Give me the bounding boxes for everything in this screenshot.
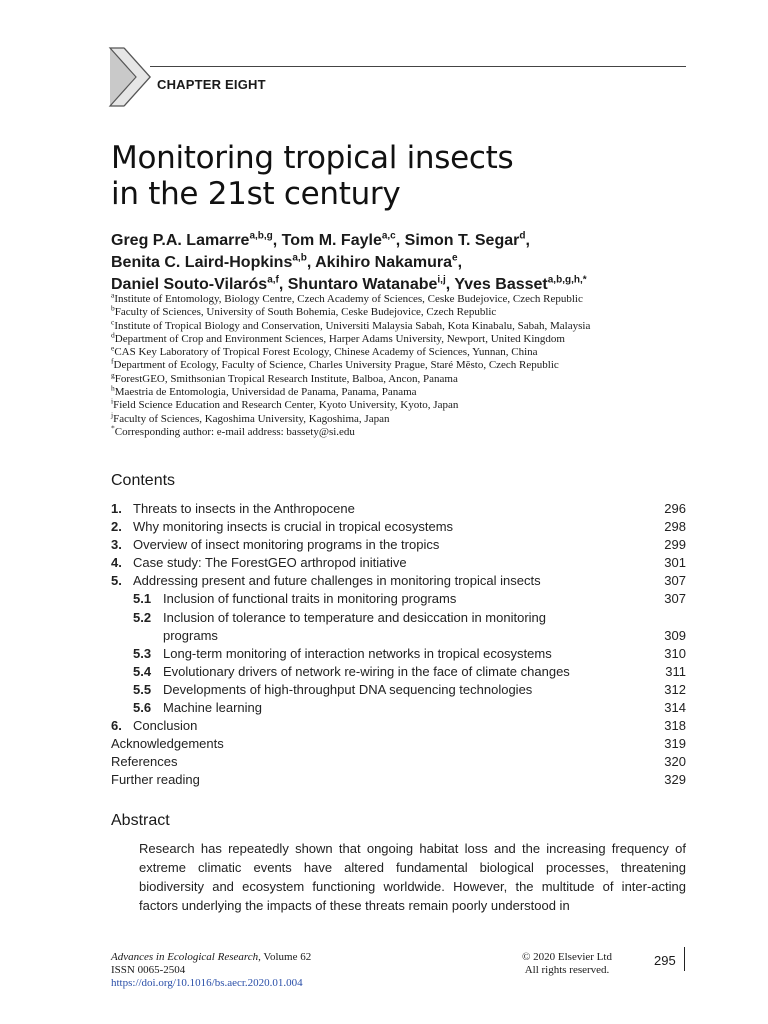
affiliation-text: Institute of Tropical Biology and Conservation, Universiti Malaysia Sabah, Kota Kinabalu, Sabah, Malaysia [114,319,591,332]
affiliation [111,290,691,306]
author-separator: , [306,254,316,271]
author-affiliation-marks: e [452,252,458,264]
toc-entry-page: 318 [664,718,686,734]
contents-heading: Contents [111,472,176,489]
toc-entry[interactable] [111,572,686,590]
toc-entry-title [133,609,593,645]
toc-entry-page: 329 [664,772,686,788]
affiliation-text: Department of Ecology, Faculty of Science, Charles University Prague, Staré Mĕsto, Czech Republic [113,359,559,372]
author-name: Yves Basset [454,276,548,293]
affiliation-mark: c [111,316,115,326]
toc-entry-title [111,735,224,753]
rights-line: All rights reserved. [524,964,610,976]
author-name: Greg P.A. Lamarre [111,232,250,249]
toc-entry-label: Why monitoring insects is crucial in tropical ecosystems [133,519,454,535]
toc-entry[interactable] [111,717,686,735]
toc-entry-page: 320 [664,754,686,770]
page-number: 295 [654,953,676,968]
toc-entry-label: Inclusion of functional traits in monitoring programs [163,591,457,607]
affiliation-text: Department of Crop and Environment Sciences, Harper Adams University, Newport, United Kingdom [114,332,565,345]
toc-entry-title [133,699,262,717]
affiliation [111,396,691,412]
toc-entry[interactable] [111,735,686,753]
affiliation-text: Faculty of Sciences, Kagoshima University, Kagoshima, Japan [113,412,390,425]
toc-entry-number: 5. [111,573,122,589]
author-separator: , [395,232,405,249]
toc-entry[interactable] [111,645,686,663]
journal-citation [111,951,311,964]
toc-entry-label: Evolutionary drivers of network re-wiring in the face of climate changes [163,663,570,679]
affiliation-mark: i [111,396,114,406]
affiliation-text: Field Science Education and Research Center, Kyoto University, Kyoto, Japan [113,399,459,412]
toc-entry-page: 309 [664,627,686,643]
toc-entry[interactable] [111,663,686,681]
title-line-2: in the 21st century [111,176,401,212]
author-affiliation-marks: i,j [437,274,446,286]
author-separator: , [272,232,282,249]
toc-entry-title [111,753,177,771]
toc-entry-page: 310 [664,645,686,661]
toc-entry-label: Case study: The ForestGEO arthropod initiative [133,555,407,571]
chapter-label: CHAPTER EIGHT [157,77,266,92]
toc-entry-number: 5.5 [133,681,152,697]
toc-entry-number: 5.4 [133,663,152,679]
author-list [111,230,691,296]
toc-entry-page: 296 [664,501,686,516]
toc-entry-page: 298 [664,519,686,535]
toc-entry-title [111,554,407,572]
affiliation-mark: * [111,423,115,433]
toc-entry-label: References [111,754,178,770]
toc-entry-page: 311 [665,663,686,679]
affiliation [111,316,691,333]
toc-entry-number: 6. [111,718,122,734]
toc-entry[interactable] [111,554,686,572]
author-separator: , [278,276,288,293]
journal-volume: , Volume 62 [258,951,312,963]
toc-entry-page: 307 [664,591,686,607]
affiliation-text: CAS Key Laboratory of Tropical Forest Ecology, Chinese Academy of Sciences, Yunnan, China [114,346,538,359]
toc-entry-title [111,771,200,789]
abstract-heading: Abstract [111,812,170,829]
toc-entry-label: Threats to insects in the Anthropocene [133,501,355,516]
toc-entry[interactable] [111,609,686,645]
author-name: Tom M. Fayle [281,232,382,249]
author-affiliation-marks [548,275,587,286]
affiliation [111,303,691,319]
author-affiliation-letters: a,b,g,h, [547,274,583,286]
affiliation [111,410,691,426]
journal-footer [111,951,311,990]
chapter-chevron-icon [108,46,154,108]
author-separator: , [445,276,455,293]
affiliation-mark: j [111,410,114,420]
toc-entry-number: 5.6 [133,700,152,716]
table-of-contents [111,500,686,790]
chapter-header-rule [150,66,686,67]
author-separator: , [525,232,530,249]
toc-entry-label: Addressing present and future challenges in monitoring tropical insects [133,573,541,589]
toc-entry-page: 319 [664,736,686,752]
author-name: Akihiro Nakamura [315,254,453,271]
toc-entry-label: Inclusion of tolerance to temperature and desiccation in monitoring programs [163,609,546,643]
toc-entry-title [133,663,570,681]
affiliation-text: Faculty of Sciences, University of South Bohemia, Ceske Budejovice, Czech Republic [114,306,497,319]
corresponding-author-email: Corresponding author: e-mail address: bassety@si.edu [114,425,355,438]
toc-entry-page: 312 [664,681,686,697]
affiliation-text: Maestria de Entomologia, Universidad de Panama, Panama, Panama [114,386,417,399]
author-separator: , [457,254,463,271]
toc-entry-title [133,590,456,608]
toc-entry-title [133,645,552,663]
issn: ISSN 0065-2504 [111,964,186,976]
affiliation [111,356,691,372]
toc-entry[interactable] [111,681,686,699]
toc-entry[interactable] [111,536,686,554]
author-name: Simon T. Segar [404,232,520,249]
toc-entry-label: Overview of insect monitoring programs in the tropics [133,537,440,553]
toc-entry-page: 299 [664,537,686,553]
toc-entry-label: Long-term monitoring of interaction networks in tropical ecosystems [163,645,552,661]
affiliation-list [111,290,691,439]
copyright-line: © 2020 Elsevier Ltd [522,951,612,963]
author-affiliation-marks: d [519,230,526,242]
affiliation-mark: d [111,330,115,340]
toc-entry-number: 5.2 [133,609,152,625]
toc-entry-number: 3. [111,537,122,553]
author-affiliation-marks: a,b [292,252,307,264]
toc-entry-page: 301 [664,555,686,571]
affiliation [111,383,691,399]
affiliation-mark: e [111,343,115,353]
affiliation [111,370,691,386]
toc-entry[interactable] [111,753,686,771]
corresponding-author-asterisk: * [582,274,587,286]
toc-entry[interactable] [111,699,686,717]
toc-entry-number: 2. [111,519,122,535]
journal-name: Advances in Ecological Research [111,951,259,963]
toc-entry-title [111,536,439,554]
toc-entry-number: 5.1 [133,591,152,607]
title-line-1: Monitoring tropical insects [111,140,514,176]
toc-entry[interactable] [111,771,686,789]
affiliation [111,343,691,359]
affiliation-text: Institute of Entomology, Biology Centre, Czech Academy of Sciences, Ceske Budejovice, Czech Republic [114,293,583,305]
toc-entry-page: 307 [664,573,686,589]
toc-entry-title [111,717,197,735]
affiliation-mark: a [111,290,115,300]
toc-entry-label: Machine learning [163,700,263,716]
copyright-notice [505,951,629,977]
corresponding-author-note [111,423,691,439]
affiliation-mark: b [111,303,115,313]
toc-entry-label: Developments of high-throughput DNA sequencing technologies [163,681,533,697]
author-name: Benita C. Laird-Hopkins [111,254,293,271]
affiliation-mark: g [111,370,115,380]
toc-entry-label: Acknowledgements [111,736,224,752]
toc-entry-page: 314 [664,700,686,716]
affiliation-mark: h [111,383,115,393]
affiliation-mark: f [111,356,114,366]
toc-entry-title [111,572,541,590]
toc-entry[interactable] [111,500,686,518]
toc-entry[interactable] [111,590,686,608]
page-number-rule [684,947,685,971]
toc-entry[interactable] [111,518,686,536]
abstract-text: Research has repeatedly shown that ongoing habitat loss and the increasing frequency of extreme climatic events have altered fundamental biological processes, threatening biodiversity and ecosystem functioning worldwide. However, the multitude of inter-acting factors underlying the impacts of these threats remain poorly understood in [139,841,686,913]
toc-entry-number: 4. [111,555,122,571]
toc-entry-title [111,518,453,536]
affiliation-text: ForestGEO, Smithsonian Tropical Research Institute, Balboa, Ancon, Panama [114,372,458,385]
chapter-title [111,140,671,212]
author-affiliation-marks: a,f [267,274,279,286]
author-name: Daniel Souto-Vilarós [111,276,268,293]
toc-entry-title [111,500,355,518]
author-name: Shuntaro Watanabe [287,276,438,293]
toc-entry-label: Conclusion [133,718,198,734]
toc-entry-title [133,681,532,699]
author-affiliation-marks: a,c [381,230,396,242]
toc-entry-number: 1. [111,501,122,516]
doi-link[interactable]: https://doi.org/10.1016/bs.aecr.2020.01.004 [111,977,303,989]
affiliation [111,330,691,346]
toc-entry-label: Further reading [111,772,200,788]
toc-entry-number: 5.3 [133,645,152,661]
author-affiliation-marks: a,b,g [249,230,273,242]
